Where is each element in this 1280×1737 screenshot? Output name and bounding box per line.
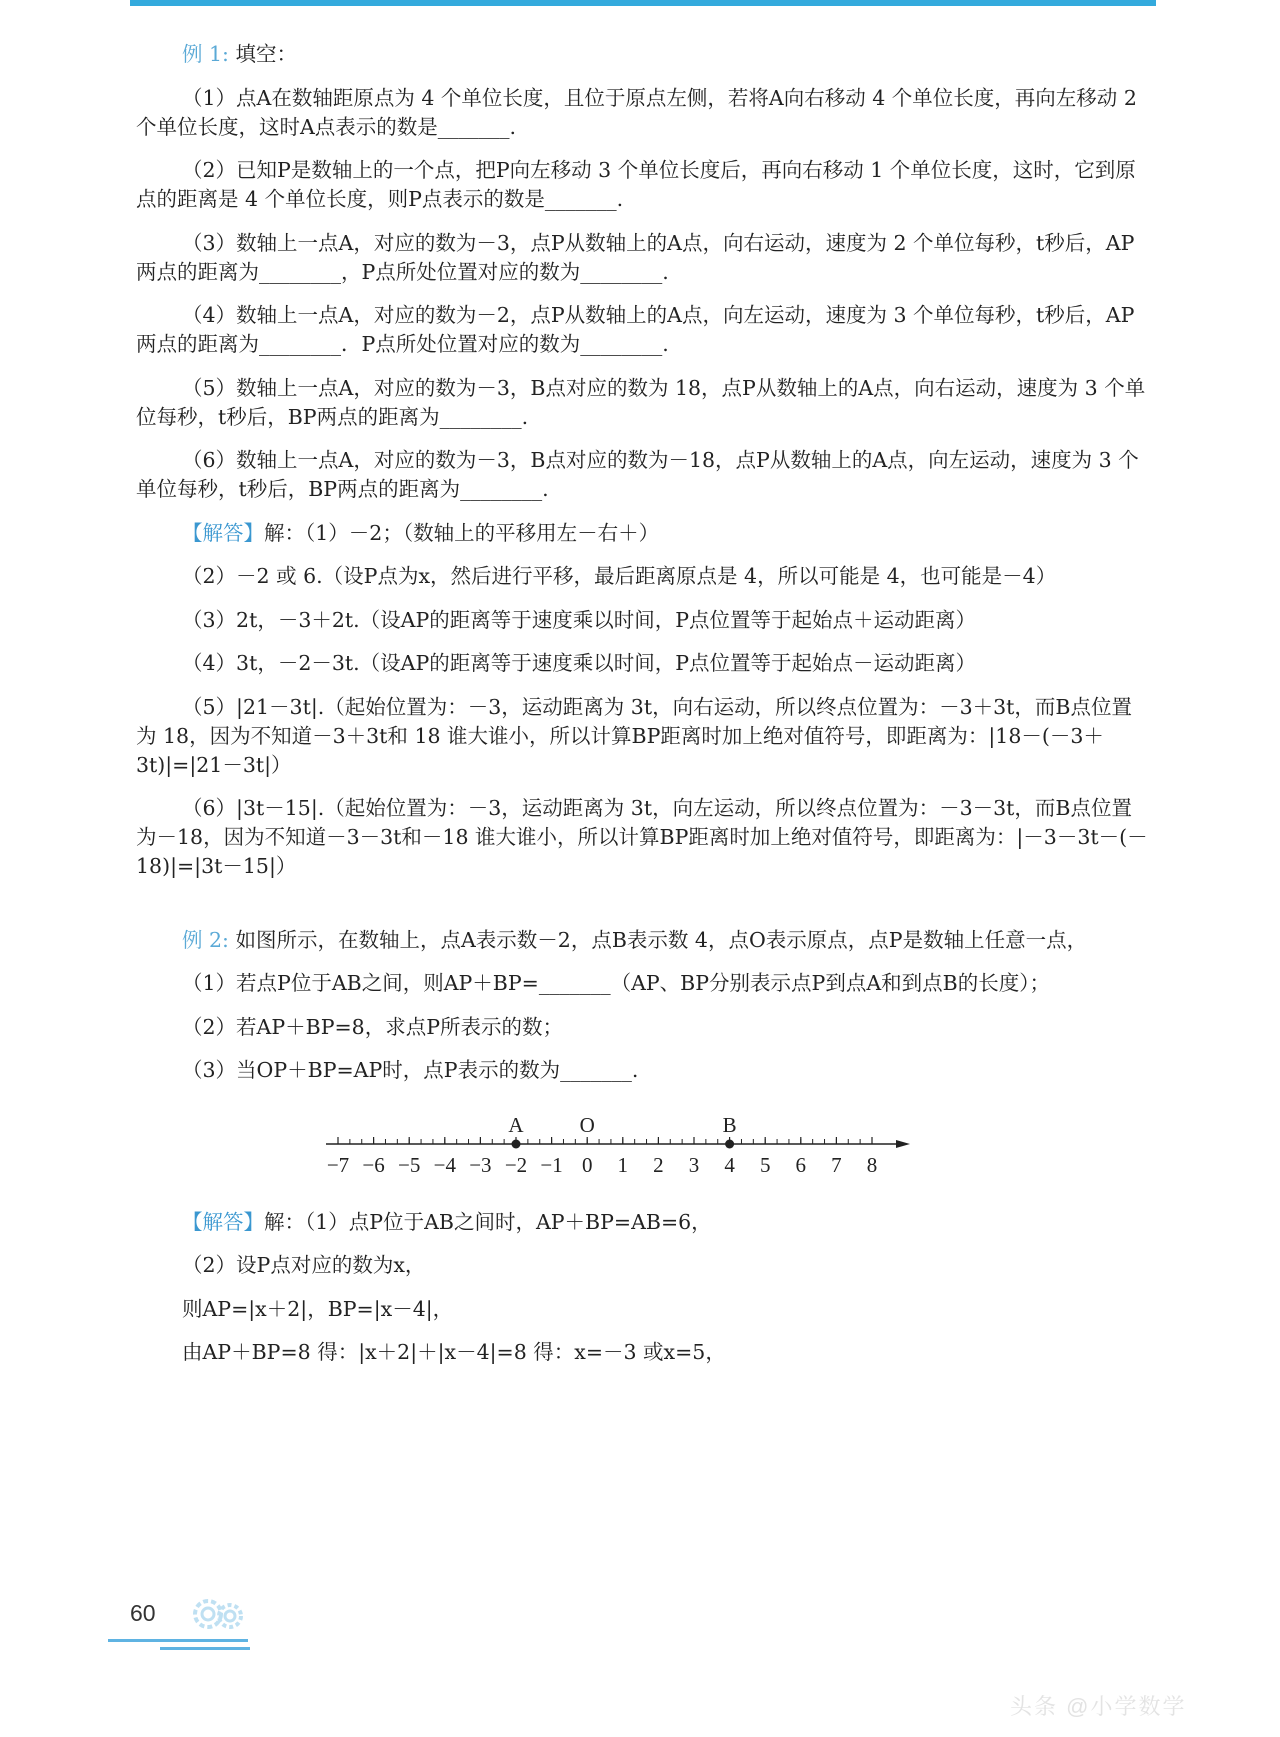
point-a-dot (512, 1139, 521, 1148)
point-a-label: A (508, 1112, 524, 1137)
watermark: 头条 @小学数学 (1010, 1694, 1187, 1719)
example1-q1: （1）点A在数轴距原点为 4 个单位长度，且位于原点左侧，若将A向右移动 4 个单位长度，再向左移动 2 个单位长度，这时A点表示的数是_______. (136, 85, 1137, 139)
tick-label: 6 (795, 1152, 807, 1177)
tick-label: −4 (433, 1152, 456, 1177)
example1-q6: （6）数轴上一点A，对应的数为－3，B点对应的数为－18，点P从数轴上的A点，向左运动，速度为 3 个单位每秒，t秒后，BP两点的距离为________. (136, 448, 1139, 501)
example1-title: 填空： (235, 42, 297, 66)
header-accent-bar (130, 0, 1156, 6)
page-number: 60 (130, 1600, 156, 1626)
answer2-a3: 则AP=|x＋2|，BP=|x－4|， (182, 1296, 454, 1321)
tick-label: −7 (326, 1152, 350, 1177)
number-line-figure (136, 1100, 1152, 1200)
page-content (136, 40, 1152, 1382)
point-o-label: O (579, 1112, 595, 1137)
tick-label: 1 (617, 1152, 629, 1177)
point-b-label: B (722, 1112, 737, 1137)
tick-label: −2 (504, 1152, 528, 1177)
tick-label: 8 (866, 1152, 878, 1177)
example1-q2: （2）已知P是数轴上的一个点，把P向左移动 3 个单位长度后，再向右移动 1 个单位长度，这时，它到原点的距离是 4 个单位长度，则P点表示的数是_______. (136, 158, 1136, 211)
tick-label: 4 (724, 1152, 735, 1177)
tick-label: −1 (540, 1152, 563, 1177)
answer2-a1: 解：（1）点P位于AB之间时，AP＋BP=AB=6， (264, 1209, 712, 1234)
answer1-line1 (136, 519, 1152, 548)
answer2-tag: 【解答】 (182, 1209, 264, 1234)
answer2-a2: （2）设P点对应的数为x， (182, 1253, 426, 1277)
axis-arrow (896, 1140, 910, 1148)
example1-q4: （4）数轴上一点A，对应的数为－2，点P从数轴上的A点，向左运动，速度为 3 个单位每秒，t秒后，AP两点的距离为________．P点所处位置对应的数为________. (136, 303, 1135, 356)
tick-label: 7 (831, 1152, 842, 1177)
example2-q3: （3）当OP＋BP=AP时，点P表示的数为_______. (182, 1058, 639, 1082)
point-b-dot (725, 1139, 734, 1148)
answer1-a5: （5）|21－3t|.（起始位置为：－3，运动距离为 3t，向右运动，所以终点位置为：－3＋3t，而B点位置为 18，因为不知道－3＋3t和 18 谁大谁小，所以计算BP距离时加上绝对值符号，即距离为：|18－(－3＋3t)|=|21－3t|） (136, 694, 1132, 777)
answer1-a6: （6）|3t－15|.（起始位置为：－3，运动距离为 3t，向左运动，所以终点位置为：－3－3t，而B点位置为－18，因为不知道－3－3t和－18 谁大谁小，所以计算BP距离时加上绝对值符号，即距离为：|－3－3t－(－18)|=|3t－15|） (136, 796, 1148, 878)
example2-heading (136, 926, 1152, 955)
number-line-diagram (316, 1100, 936, 1190)
answer2-line1 (136, 1208, 1152, 1237)
example2-q1: （1）若点P位于AB之间，则AP＋BP=_______（AP、BP分别表示点P到点A和到点B的长度）； (182, 971, 1050, 995)
tick-label: 3 (688, 1152, 700, 1177)
tick-label: 2 (653, 1152, 664, 1177)
tick-label: 5 (759, 1152, 771, 1177)
example1-q5: （5）数轴上一点A，对应的数为－3，B点对应的数为 18，点P从数轴上的A点，向右运动，速度为 3 个单位每秒，t秒后，BP两点的距离为________. (136, 375, 1146, 429)
answer1-a3: （3）2t，－3＋2t.（设AP的距离等于速度乘以时间，P点位置等于起始点＋运动距离） (182, 607, 977, 632)
answer1-tag: 【解答】 (182, 520, 264, 545)
tick-label: −6 (362, 1152, 385, 1177)
example1-q3: （3）数轴上一点A，对应的数为－3，点P从数轴上的A点，向右运动，速度为 2 个单位每秒，t秒后，AP两点的距离为________，P点所处位置对应的数为________. (136, 230, 1135, 284)
tick-label: −5 (398, 1152, 421, 1177)
tick-label: 0 (581, 1152, 593, 1177)
footer-rule-short (160, 1647, 250, 1650)
example2-label: 例 2: (182, 927, 229, 952)
section-gap (136, 896, 1152, 926)
example2-intro: 如图所示，在数轴上，点A表示数－2，点B表示数 4，点O表示原点，点P是数轴上任意一点， (235, 927, 1088, 952)
example1-heading (136, 40, 1152, 69)
answer2-a4: 由AP＋BP=8 得：|x＋2|＋|x－4|=8 得：x=－3 或x=5， (182, 1340, 726, 1364)
gear-icon (190, 1592, 250, 1636)
page-footer (108, 1592, 268, 1652)
footer-rule-long (108, 1639, 248, 1642)
example2-q2: （2）若AP＋BP=8，求点P所表示的数； (182, 1014, 564, 1039)
answer1-a1: 解：（1）－2；（数轴上的平移用左－右＋） (264, 520, 660, 545)
example1-label: 例 1: (182, 42, 229, 66)
tick-label: −3 (469, 1152, 492, 1177)
answer1-a2: （2）－2 或 6.（设P点为x，然后进行平移，最后距离原点是 4，所以可能是 4，也可能是－4） (182, 564, 1057, 588)
answer1-a4: （4）3t，－2－3t.（设AP的距离等于速度乘以时间，P点位置等于起始点－运动距离） (182, 651, 977, 675)
